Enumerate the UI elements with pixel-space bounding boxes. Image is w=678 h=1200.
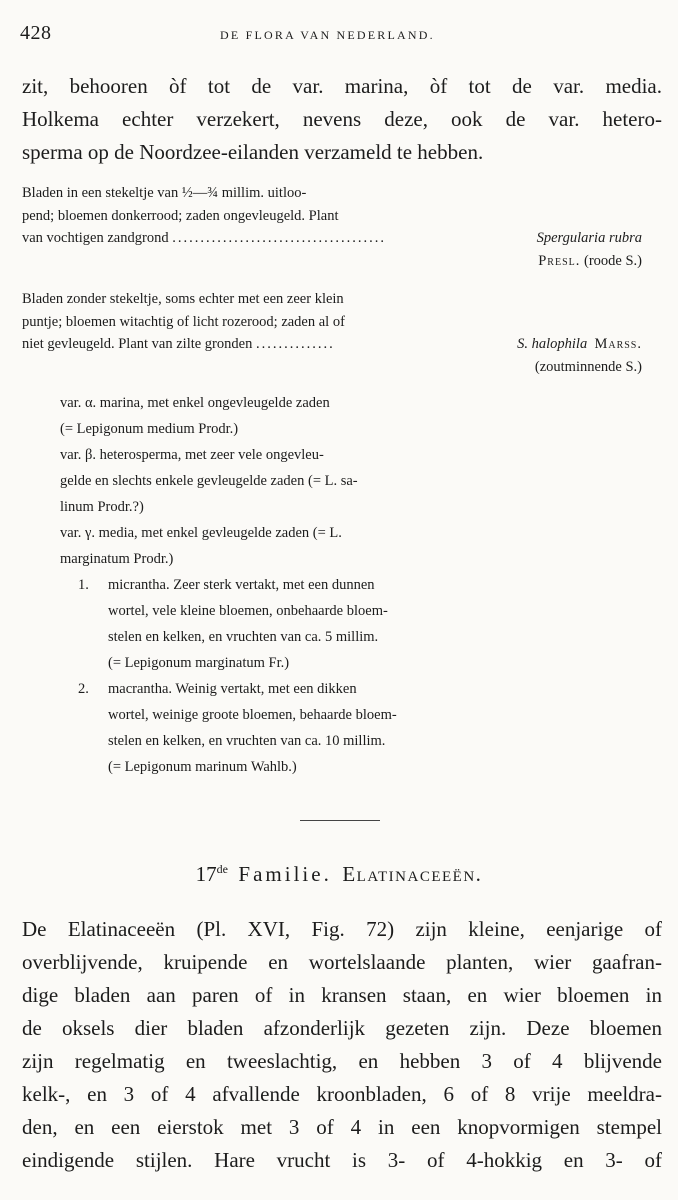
text-line: den, en een eierstok met 3 of 4 in een knopvormigen stempel [22,1115,662,1139]
section-divider [300,820,380,821]
text-line: zit, behooren òf tot de var. marina, òf tot de var. media. [22,74,662,98]
form-line: stelen en kelken, en vruchten van ca. 10 millim. [108,733,386,749]
key-entry-halophila [22,288,642,378]
leader-dots: .............. [255,336,335,352]
key-line [22,356,642,379]
form-line: wortel, vele kleine bloemen, onbehaarde bloem- [108,603,388,619]
variety-line: var. β. heterosperma, met zeer vele ongevleu- [60,447,324,463]
text-line: De Elatinaceeën (Pl. XVI, Fig. 72) zijn kleine, eenjarige of [22,917,662,941]
key-line [22,227,642,250]
key-line-text: niet gevleugeld. Plant van zilte gronden [22,336,253,352]
key-line: pend; bloemen donkerrood; zaden ongevleugeld. Plant [22,207,339,224]
form-line: wortel, weinige groote bloemen, behaarde bloem- [108,707,397,723]
species-common-name: (zoutminnende S.) [534,358,642,375]
key-line: Bladen in een stekeltje van ½—¾ millim. uitloo- [22,185,307,201]
key-line: Bladen zonder stekeltje, soms echter met een zeer klein [22,291,344,307]
form-number: 1. [78,577,89,593]
form-list [78,572,478,780]
species-name: S. halophila Marss. [517,336,642,352]
key-line: puntje; bloemen witachtig of licht rozerood; zaden al of [22,313,345,330]
form-line: (= Lepigonum marginatum Fr.) [108,655,290,671]
form-line: 1. micrantha. Zeer sterk vertakt, met een dunnen [78,572,478,598]
text-line: sperma op de Noordzee-eilanden verzameld te hebben. [22,140,484,164]
variety-line: var. γ. media, met enkel gevleugelde zaden (= L. [60,525,342,541]
form-line: stelen en kelken, en vruchten van ca. 5 millim. [108,629,379,645]
form-line: 2. macrantha. Weinig vertakt, met een dikken [78,676,478,702]
running-title: DE FLORA VAN NEDERLAND. [220,28,435,42]
text-line: dige bladen aan paren of in kransen staan, en wier bloemen in [22,983,662,1007]
form-line: (= Lepigonum marinum Wahlb.) [108,759,297,775]
page-header [20,22,660,52]
text-line: eindigende stijlen. Hare vrucht is 3- of 4-hokkig en 3- of [22,1148,662,1172]
text-line: Holkema echter verzekert, nevens deze, ook de var. hetero- [22,107,662,131]
leader-dots: ...................................... [172,230,386,246]
family-description [22,913,662,1177]
variety-line: (= Lepigonum medium Prodr.) [60,421,239,437]
key-line [22,333,642,356]
text-line: zijn regelmatig en tweeslachtig, en hebben 3 of 4 blijvende [22,1049,662,1073]
species-name: Spergularia rubra [536,230,642,246]
variety-line: marginatum Prodr.) [60,551,174,567]
variety-line: gelde en slechts enkele gevleugelde zaden (= L. sa- [60,473,358,489]
family-heading: 17de Familie. Elatinaceeën. [195,862,483,886]
variety-line: linum Prodr.?) [60,499,144,515]
text-line: overblijvende, kruipende en wortelslaande planten, wier gaafran- [22,950,662,974]
key-line [22,250,642,273]
key-entry-rubra [22,182,642,272]
key-line-text: van vochtigen zandgrond [22,230,169,246]
form-number: 2. [78,681,89,697]
intro-paragraph [22,70,662,169]
variety-line: var. α. marina, met enkel ongevleugelde zaden [60,395,330,411]
text-line: kelk-, en 3 of 4 afvallende kroonbladen, 6 of 8 vrije meeldra- [22,1082,662,1106]
variety-list [60,390,480,572]
text-line: de oksels dier bladen afzonderlijk gezeten zijn. Deze bloemen [22,1016,662,1040]
page-number: 428 [20,22,52,44]
species-author: Presl. (roode S.) [538,252,642,269]
